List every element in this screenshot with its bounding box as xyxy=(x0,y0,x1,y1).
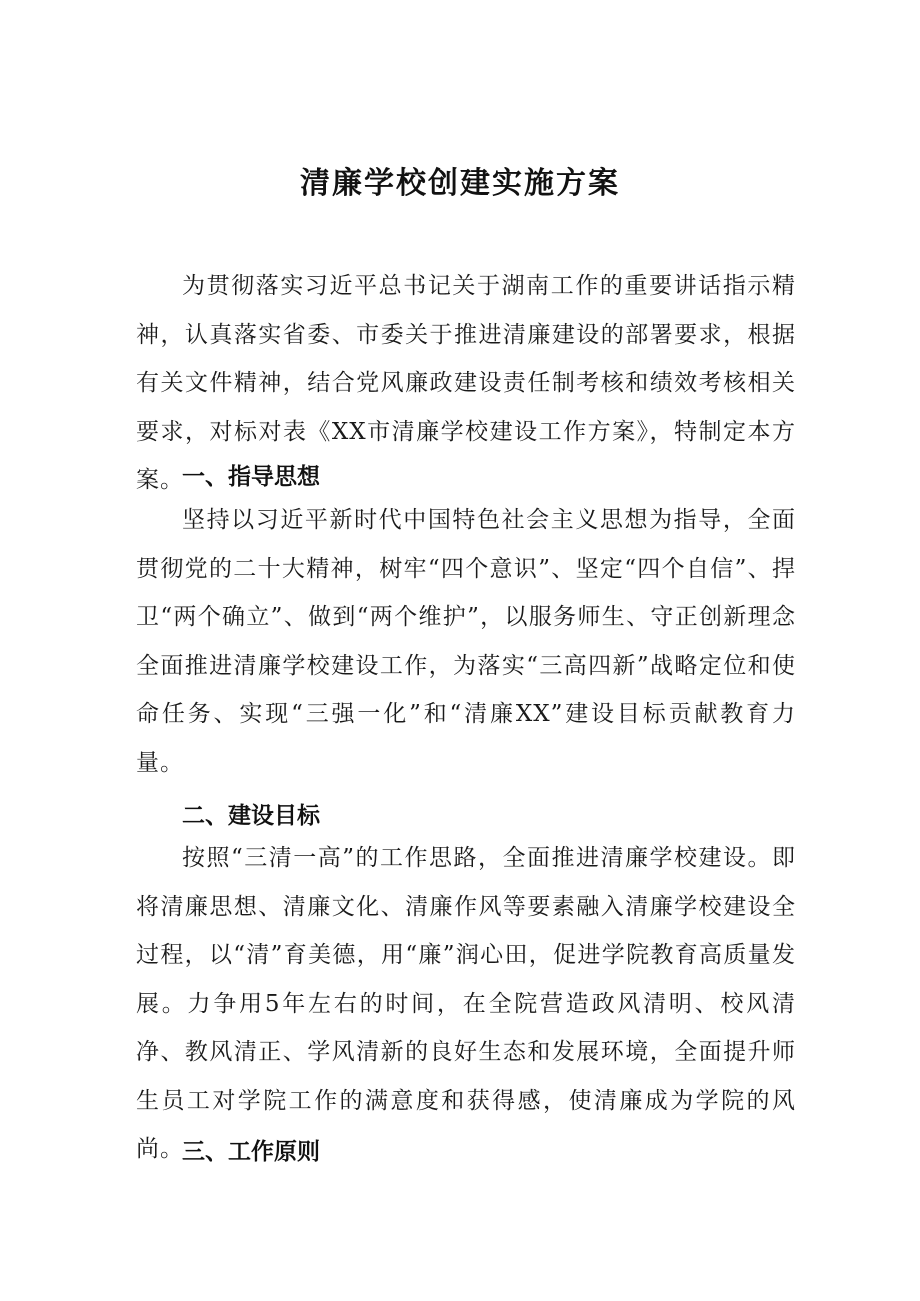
section-heading-work-principles: 三、工作原则 xyxy=(182,1139,320,1165)
section-paragraph-guiding-ideology: 坚持以习近平新时代中国特色社会主义思想为指导，全面贯彻党的二十大精神，树牢“四个意识”、坚定“四个自信”、捍卫“两个确立”、做到“两个维护”，以服务师生、守正创新理念全面推进清廉学校建设工作，为落实“三高四新”战略定位和使命任务、实现“三强一化”和“清廉XX”建设目标贡献教育力量。 xyxy=(136,507,796,776)
section-heading-construction-goals: 二、建设目标 xyxy=(182,803,320,829)
section-paragraph-construction-goals: 按照“三清一高”的工作思路，全面推进清廉学校建设。即将清廉思想、清廉文化、清廉作风等要素融入清廉学校建设全过程，以“清”育美德，用“廉”润心田，促进学院教育高质量发展。力争用5年左右的时间，在全院营造政风清明、校风清净、教风清正、学风清新的良好生态和发展环境，全面提升师生员工对学院工作的满意度和获得感，使清廉成为学院的风尚。 xyxy=(136,845,796,1162)
intro-paragraph: 为贯彻落实习近平总书记关于湖南工作的重要讲话指示精神，认真落实省委、市委关于推进清廉建设的部署要求，根据有关文件精神，结合党风廉政建设责任制考核和绩效考核相关要求，对标对表《XX市清廉学校建设工作方案》，特制定本方案。 xyxy=(136,273,796,493)
page-title: 清廉学校创建实施方案 xyxy=(300,166,620,201)
section-heading-guiding-ideology: 一、指导思想 xyxy=(182,464,320,490)
